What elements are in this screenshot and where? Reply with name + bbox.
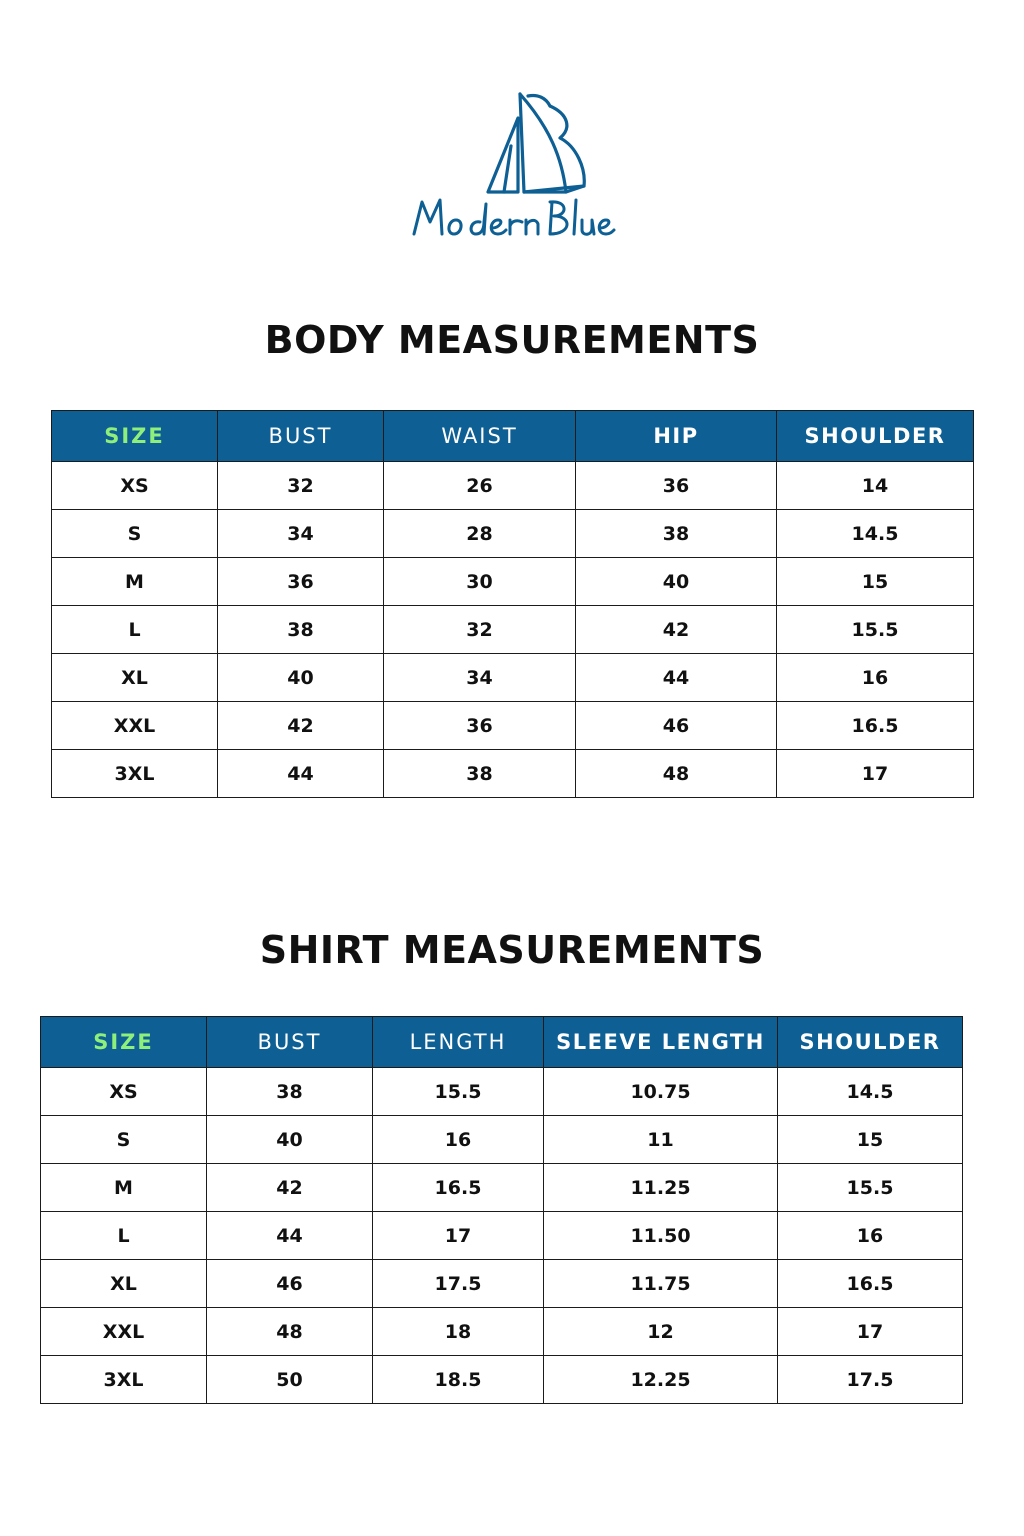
length-cell: 15.5 — [373, 1068, 544, 1116]
length-cell: 16.5 — [373, 1164, 544, 1212]
size-cell: XXL — [52, 702, 218, 750]
column-header-sleeve-length: SLEEVE LENGTH — [544, 1017, 778, 1068]
bust-cell: 50 — [207, 1356, 373, 1404]
waist-cell: 34 — [384, 654, 576, 702]
bust-cell: 44 — [207, 1212, 373, 1260]
brand-logo — [400, 88, 624, 248]
size-cell: L — [52, 606, 218, 654]
size-cell: XL — [41, 1260, 207, 1308]
bust-cell: 36 — [218, 558, 384, 606]
size-cell: M — [41, 1164, 207, 1212]
table-row — [41, 1116, 963, 1164]
hip-cell: 42 — [576, 606, 777, 654]
table-header-row — [52, 411, 974, 462]
length-cell: 18 — [373, 1308, 544, 1356]
shoulder-cell: 16.5 — [777, 702, 974, 750]
bust-cell: 42 — [207, 1164, 373, 1212]
hip-cell: 44 — [576, 654, 777, 702]
shoulder-cell: 16 — [777, 654, 974, 702]
bust-cell: 40 — [218, 654, 384, 702]
column-header-shoulder: SHOULDER — [777, 411, 974, 462]
length-cell: 17.5 — [373, 1260, 544, 1308]
table-row — [52, 750, 974, 798]
column-header-size: SIZE — [41, 1017, 207, 1068]
size-cell: L — [41, 1212, 207, 1260]
waist-cell: 38 — [384, 750, 576, 798]
shoulder-cell: 16.5 — [778, 1260, 963, 1308]
body-measurements-title: BODY MEASUREMENTS — [264, 318, 760, 362]
column-header-waist: WAIST — [384, 411, 576, 462]
shoulder-cell: 17.5 — [778, 1356, 963, 1404]
length-cell: 16 — [373, 1116, 544, 1164]
sleeve-length-cell: 11.25 — [544, 1164, 778, 1212]
waist-cell: 36 — [384, 702, 576, 750]
table-row — [52, 654, 974, 702]
sleeve-length-cell: 12 — [544, 1308, 778, 1356]
bust-cell: 46 — [207, 1260, 373, 1308]
hip-cell: 38 — [576, 510, 777, 558]
column-header-bust: BUST — [207, 1017, 373, 1068]
table-header-row — [41, 1017, 963, 1068]
length-cell: 17 — [373, 1212, 544, 1260]
column-header-size: SIZE — [52, 411, 218, 462]
size-cell: XXL — [41, 1308, 207, 1356]
bust-cell: 38 — [218, 606, 384, 654]
shoulder-cell: 17 — [777, 750, 974, 798]
bust-cell: 48 — [207, 1308, 373, 1356]
hip-cell: 36 — [576, 462, 777, 510]
table-row — [41, 1212, 963, 1260]
body-measurements-table — [51, 410, 974, 798]
bust-cell: 32 — [218, 462, 384, 510]
size-cell: XS — [52, 462, 218, 510]
table-row — [52, 606, 974, 654]
size-cell: M — [52, 558, 218, 606]
sleeve-length-cell: 11 — [544, 1116, 778, 1164]
table-row — [41, 1068, 963, 1116]
column-header-bust: BUST — [218, 411, 384, 462]
size-cell: XL — [52, 654, 218, 702]
column-header-shoulder: SHOULDER — [778, 1017, 963, 1068]
bust-cell: 34 — [218, 510, 384, 558]
sleeve-length-cell: 12.25 — [544, 1356, 778, 1404]
waist-cell: 26 — [384, 462, 576, 510]
shoulder-cell: 17 — [778, 1308, 963, 1356]
table-row — [41, 1308, 963, 1356]
table-row — [41, 1356, 963, 1404]
shirt-measurements-table — [40, 1016, 963, 1404]
hip-cell: 48 — [576, 750, 777, 798]
hip-cell: 40 — [576, 558, 777, 606]
table-row — [52, 558, 974, 606]
sailboat-logo-icon — [400, 88, 624, 248]
sleeve-length-cell: 11.50 — [544, 1212, 778, 1260]
shoulder-cell: 14.5 — [777, 510, 974, 558]
bust-cell: 38 — [207, 1068, 373, 1116]
bust-cell: 40 — [207, 1116, 373, 1164]
table-row — [52, 510, 974, 558]
shoulder-cell: 15 — [778, 1116, 963, 1164]
shoulder-cell: 15 — [777, 558, 974, 606]
shoulder-cell: 14.5 — [778, 1068, 963, 1116]
shoulder-cell: 15.5 — [777, 606, 974, 654]
waist-cell: 28 — [384, 510, 576, 558]
shirt-measurements-title: SHIRT MEASUREMENTS — [259, 928, 765, 972]
table-row — [52, 702, 974, 750]
table-row — [41, 1260, 963, 1308]
waist-cell: 32 — [384, 606, 576, 654]
waist-cell: 30 — [384, 558, 576, 606]
length-cell: 18.5 — [373, 1356, 544, 1404]
shoulder-cell: 16 — [778, 1212, 963, 1260]
table-row — [52, 462, 974, 510]
hip-cell: 46 — [576, 702, 777, 750]
bust-cell: 44 — [218, 750, 384, 798]
bust-cell: 42 — [218, 702, 384, 750]
size-cell: 3XL — [41, 1356, 207, 1404]
column-header-hip: HIP — [576, 411, 777, 462]
column-header-length: LENGTH — [373, 1017, 544, 1068]
sleeve-length-cell: 11.75 — [544, 1260, 778, 1308]
size-cell: S — [41, 1116, 207, 1164]
table-row — [41, 1164, 963, 1212]
size-cell: S — [52, 510, 218, 558]
shoulder-cell: 15.5 — [778, 1164, 963, 1212]
shoulder-cell: 14 — [777, 462, 974, 510]
size-cell: XS — [41, 1068, 207, 1116]
size-cell: 3XL — [52, 750, 218, 798]
sleeve-length-cell: 10.75 — [544, 1068, 778, 1116]
